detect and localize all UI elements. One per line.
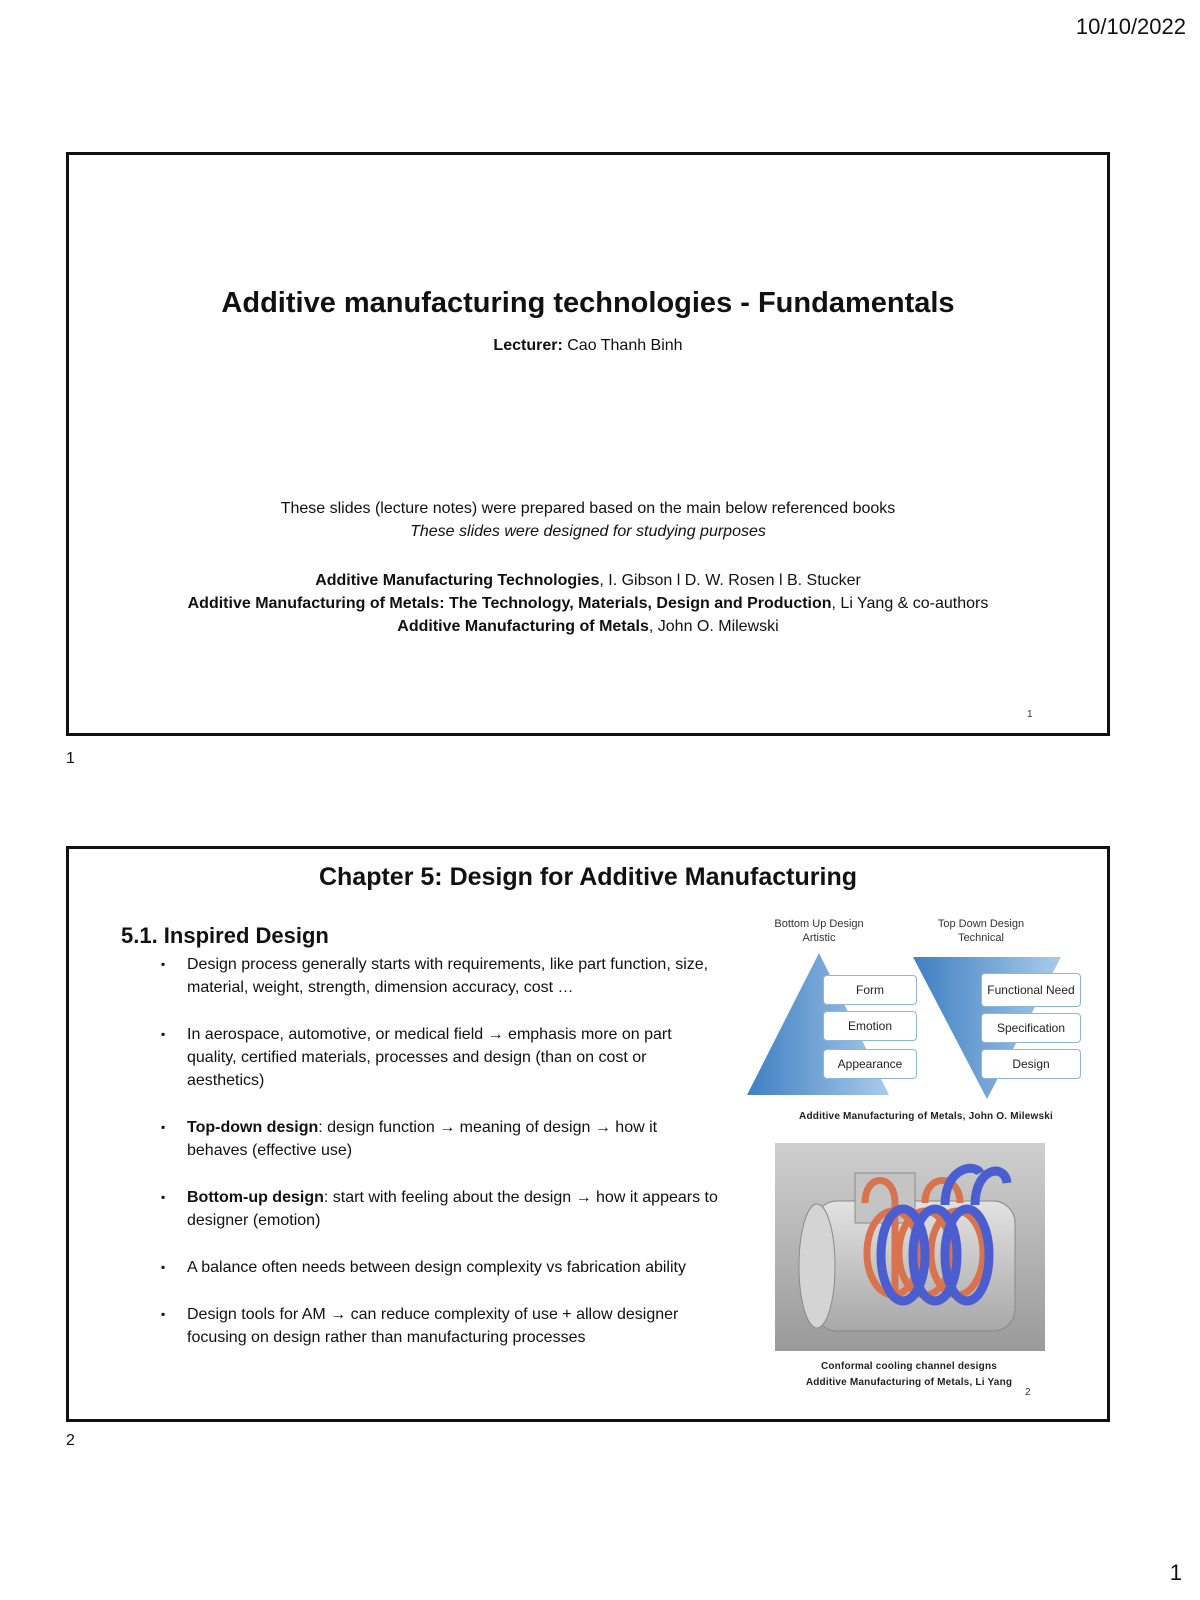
cooling-channel-image: [775, 1143, 1045, 1351]
image-caption-source: Additive Manufacturing of Metals, Li Yang: [805, 1377, 1013, 1388]
reference-item: [69, 592, 1107, 615]
notes-italic: These slides were designed for studying purposes: [410, 523, 766, 540]
bullet-text: : start with feeling about the design → how it appears to designer (emotion): [187, 1189, 718, 1229]
bullet-item: [159, 1023, 719, 1092]
diagram-heading: Bottom Up Design: [774, 918, 864, 930]
slide-title: Chapter 5: Design for Additive Manufacturing: [318, 863, 857, 891]
bullet-text: : design function → meaning of design → how it behaves (effective use): [187, 1119, 658, 1159]
bullet-icon: ▪: [161, 957, 166, 971]
reference-title: Additive Manufacturing Technologies: [315, 572, 600, 589]
bullet-item: [159, 1303, 719, 1349]
bullet-icon: ▪: [161, 1190, 166, 1204]
bullet-icon: ▪: [161, 1260, 166, 1274]
diagram-caption: Additive Manufacturing of Metals, John O. Milewski: [799, 1111, 1053, 1122]
bullet-bold: Top-down design: [187, 1119, 319, 1136]
bullet-icon: ▪: [161, 1120, 166, 1134]
image-caption: [769, 1359, 1049, 1391]
diagram-box-form: Form: [823, 975, 917, 1005]
diagram-subheading: Artistic: [802, 932, 836, 944]
reference-authors: , I. Gibson l D. W. Rosen l B. Stucker: [599, 572, 861, 589]
notes-line: These slides (lecture notes) were prepared based on the main below referenced books: [280, 500, 896, 517]
diagram-box-specification: Specification: [981, 1013, 1081, 1043]
cooling-channel-illustration: [775, 1143, 1045, 1351]
bullet-bold: Bottom-up design: [187, 1189, 324, 1206]
slide-title: Additive manufacturing technologies - Fundamentals: [221, 287, 955, 319]
bullet-text: Design process generally starts with requirements, like part function, size, material, weight, strength, dimension accuracy, cost …: [187, 956, 709, 996]
bullet-item: [159, 1186, 719, 1232]
diagram-box-design: Design: [981, 1049, 1081, 1079]
diagram-box-appearance: Appearance: [823, 1049, 917, 1079]
diagram-subheading: Technical: [958, 932, 1004, 944]
image-caption-line: Conformal cooling channel designs: [820, 1361, 998, 1372]
bullet-text: Design tools for AM → can reduce complexity of use + allow designer focusing on design rather than manufacturing processes: [187, 1306, 679, 1346]
diagram-heading: Top Down Design: [937, 918, 1025, 930]
slide-1: [66, 152, 1110, 736]
notes-block: [69, 497, 1107, 543]
reference-item: [69, 569, 1107, 592]
diagram-box-functional-need: Functional Need: [981, 973, 1081, 1007]
slide-index-label: 1: [66, 750, 75, 767]
reference-authors: , Li Yang & co-authors: [831, 595, 989, 612]
page-date: 10/10/2022: [1075, 14, 1186, 39]
lecturer-line: [69, 337, 1107, 355]
design-approach-diagram: [741, 915, 1101, 1165]
bullet-text: In aerospace, automotive, or medical field → emphasis more on part quality, certified materials, processes and design (than on cost or aesthetics): [187, 1026, 672, 1089]
section-title: 5.1. Inspired Design: [121, 923, 329, 948]
bullet-icon: ▪: [161, 1027, 166, 1041]
reference-title: Additive Manufacturing of Metals: [397, 618, 649, 635]
page-number: 1: [1169, 1560, 1182, 1585]
reference-list: [69, 569, 1107, 638]
bullet-item: [159, 953, 719, 999]
bullet-item: [159, 1256, 719, 1279]
lecturer-label: Lecturer:: [493, 337, 563, 354]
reference-title: Additive Manufacturing of Metals: The Technology, Materials, Design and Production: [187, 595, 832, 612]
reference-authors: , John O. Milewski: [648, 618, 779, 635]
lecturer-name: Cao Thanh Binh: [567, 337, 683, 354]
bullet-item: [159, 1116, 719, 1162]
bullet-text: A balance often needs between design complexity vs fabrication ability: [187, 1259, 686, 1276]
bullet-icon: ▪: [161, 1307, 166, 1321]
slide-number: 2: [1025, 1387, 1031, 1398]
slide-index-label: 2: [66, 1432, 75, 1449]
slide-2: [66, 846, 1110, 1422]
bullet-list: [159, 953, 719, 1373]
diagram-box-emotion: Emotion: [823, 1011, 917, 1041]
reference-item: [69, 615, 1107, 638]
slide-number: 1: [1027, 709, 1033, 720]
